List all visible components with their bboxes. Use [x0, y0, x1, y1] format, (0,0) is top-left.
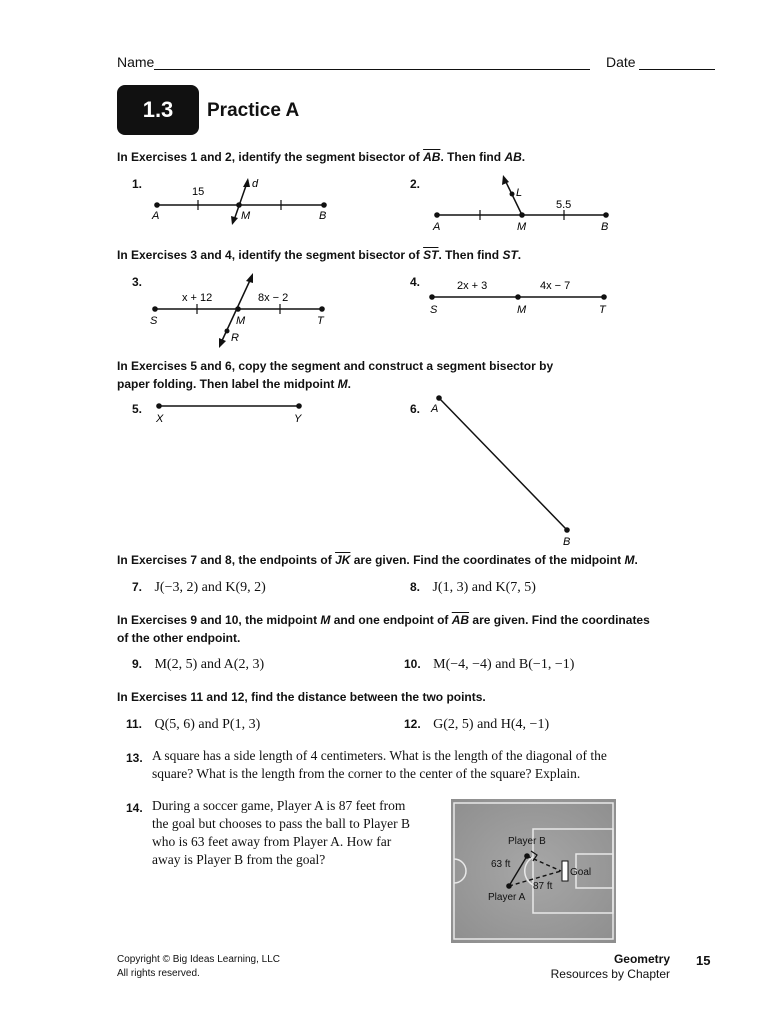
section-number: 1.3	[142, 97, 174, 122]
exercise-5-number: 5.	[132, 402, 143, 416]
point-y	[296, 403, 302, 409]
name-field	[117, 54, 590, 70]
point-b	[321, 202, 327, 208]
point-m	[515, 294, 521, 300]
player-a-label: Player A	[488, 892, 526, 903]
label-m: M	[241, 210, 251, 222]
date-label: Date	[606, 54, 636, 70]
exercise-4-diagram	[420, 270, 620, 325]
point-r	[225, 329, 230, 334]
label-m: M	[517, 304, 527, 316]
name-line	[154, 55, 590, 70]
exercise-8: 8. J(1, 3) and K(7, 5)	[410, 580, 536, 595]
point-b	[603, 212, 609, 218]
player-b-dot	[524, 853, 530, 859]
section-badge	[117, 85, 199, 135]
exercise-9: 9. M(2, 5) and A(2, 3)	[132, 657, 265, 672]
exercise-13-text: A square has a side length of 4 centimeters. What is the length of the diagonal of the square? What is the length from the corner to the center of the square? Explain.	[152, 748, 607, 781]
point-t	[319, 306, 325, 312]
page-number: 15	[696, 953, 711, 968]
player-b-label: Player B	[508, 836, 546, 847]
exercise-10: 10. M(−4, −4) and B(−1, −1)	[404, 657, 575, 672]
label-b: B	[319, 210, 327, 222]
instruction-1-2: In Exercises 1 and 2, identify the segment bisector of $\overline{AB}$. Then find AB.	[117, 150, 526, 164]
label-s: S	[150, 315, 158, 327]
exercise-11: 11. Q(5, 6) and P(1, 3)	[126, 717, 261, 732]
exercise-2-number: 2.	[410, 177, 421, 191]
left-expr: x + 12	[182, 292, 213, 304]
exercise-7: 7. J(−3, 2) and K(9, 2)	[132, 580, 266, 595]
date-field	[606, 54, 715, 70]
length-label: 5.5	[556, 199, 572, 211]
point-l	[510, 192, 515, 197]
point-t	[601, 294, 607, 300]
exercise-12: 12. G(2, 5) and H(4, −1)	[404, 717, 550, 732]
point-s	[429, 294, 435, 300]
instruction-9-10: In Exercises 9 and 10, the midpoint M and one endpoint of $\overline{AB}$ are given. Find the coordinates of the other endpoint.	[117, 613, 650, 645]
label-a: A	[433, 221, 441, 233]
exercise-3-number: 3.	[132, 275, 143, 289]
exercise-6-diagram	[425, 390, 585, 550]
instruction-7-8: In Exercises 7 and 8, the endpoints of $\overline{JK}$ are given. Find the coordinates of the midpoint M.	[117, 553, 638, 567]
arrow-up-icon	[502, 175, 509, 185]
label-b: B	[601, 221, 609, 233]
exercise-6-number: 6.	[410, 402, 421, 416]
arrow-up-icon	[243, 178, 250, 187]
soccer-field-figure	[451, 799, 616, 943]
exercise-14-number: 14.	[126, 801, 143, 815]
label-x: X	[156, 413, 164, 425]
label-a: A	[152, 210, 160, 222]
exercise-3-diagram	[140, 270, 340, 350]
point-a	[154, 202, 160, 208]
goal-icon	[562, 861, 568, 881]
exercise-5-diagram	[145, 395, 315, 430]
goal-label: Goal	[570, 867, 592, 878]
name-label: Name	[117, 54, 155, 70]
date-line	[639, 55, 715, 70]
exercise-2-diagram	[420, 170, 620, 235]
arrow-up-icon	[246, 273, 253, 283]
exercise-1-number: 1.	[132, 177, 143, 191]
instruction-5-6: In Exercises 5 and 6, copy the segment and construct a segment bisector by paper folding. Then label the midpoint M.	[117, 359, 554, 391]
instruction-11-12: In Exercises 11 and 12, find the distance between the two points.	[117, 690, 486, 704]
label-m: M	[517, 221, 527, 233]
line-label: L	[516, 187, 523, 199]
label-m: M	[236, 315, 246, 327]
distance-63-label: 63 ft	[491, 859, 511, 870]
segment-ab	[439, 398, 567, 530]
point-a	[436, 395, 442, 401]
footer-book: Geometry Resources by Chapter	[550, 952, 670, 981]
exercise-14-text: During a soccer game, Player A is 87 feet from the goal but chooses to pass the ball to Player B who is 63 feet away from Player A. How far away is Player B from the goal?	[152, 798, 410, 867]
label-r: R	[231, 332, 239, 344]
exercise-4-number: 4.	[410, 275, 421, 289]
exercise-13-number: 13.	[126, 751, 143, 765]
label-t: T	[599, 304, 606, 316]
instruction-3-4: In Exercises 3 and 4, identify the segment bisector of $\overline{ST}$. Then find ST.	[117, 248, 522, 262]
line-label: d	[252, 178, 259, 190]
distance-87-label: 87 ft	[533, 881, 553, 892]
point-b	[564, 527, 570, 533]
arrow-down-icon	[219, 338, 226, 348]
label-t: T	[317, 315, 324, 327]
page-title: Practice A	[207, 100, 300, 121]
arrow-down-icon	[231, 216, 238, 225]
point-x	[156, 403, 162, 409]
label-b: B	[563, 536, 571, 548]
right-expr: 8x − 2	[258, 292, 289, 304]
label-s: S	[430, 304, 438, 316]
label-y: Y	[294, 413, 302, 425]
length-label: 15	[192, 186, 205, 198]
player-a-dot	[506, 883, 512, 889]
exercise-1-diagram	[140, 170, 340, 225]
footer-copyright: Copyright © Big Ideas Learning, LLC All rights reserved.	[117, 954, 281, 979]
label-a: A	[431, 403, 439, 415]
point-s	[152, 306, 158, 312]
left-expr: 2x + 3	[457, 280, 488, 292]
right-expr: 4x − 7	[540, 280, 571, 292]
point-a	[434, 212, 440, 218]
